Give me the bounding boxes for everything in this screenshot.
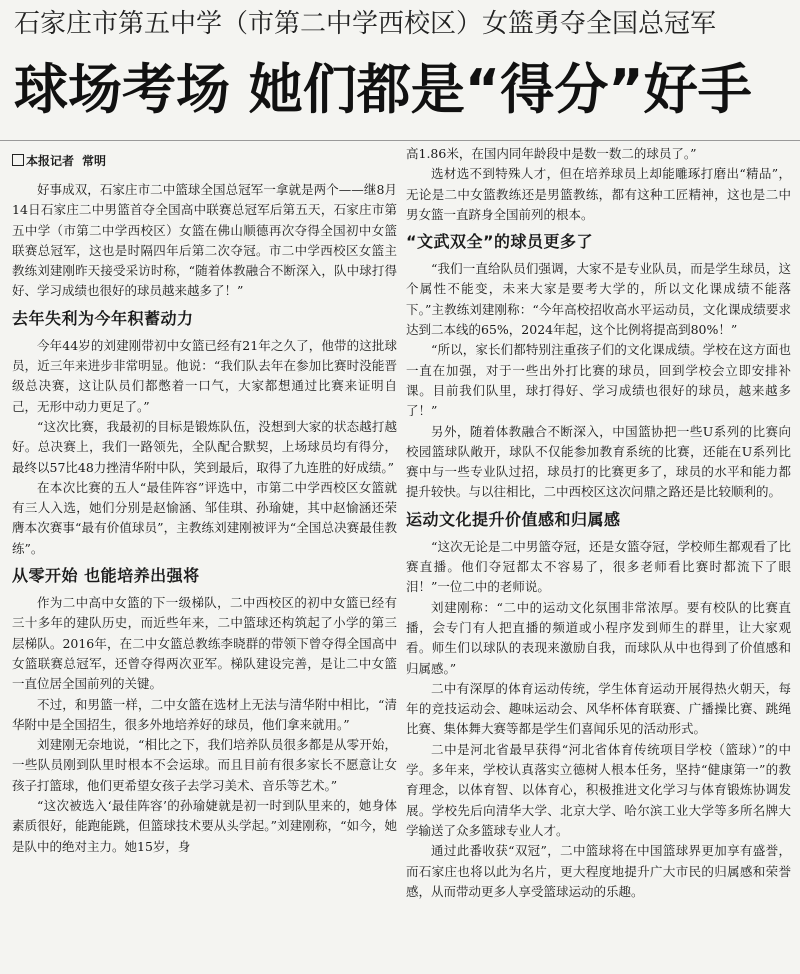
byline-name: 常明 <box>82 154 107 168</box>
paragraph: “所以，家长们都特别注重孩子们的文化课成绩。学校在这方面也一直在加强，对于一些出外打比赛的球员，回到学校会立即安排补课。目前我们队里，球打得好、学习成绩也很好的球员，越来越多了！” <box>406 342 791 419</box>
paragraph: 不过，和男篮一样，二中女篮在选材上无法与清华附中相比，“清华附中是全国招生，很多外地培养好的球员，他们拿来就用。” <box>12 696 397 732</box>
section-heading: 去年失利为今年积蓄动力 <box>12 308 194 328</box>
paragraph: 另外，随着体教融合不断深入，中国篮协把一些U系列的比赛向校园篮球队敞开，球队不仅能参加教育系统的比赛，还能在U系列比赛中与一些专业队过招，球员打的比赛更多了，球员的水平和能力都提升较快。与以往相比，二中西校区这次问鼎之路还是比较顺利的。 <box>406 423 791 500</box>
byline <box>12 148 397 174</box>
left-column-body <box>12 180 397 857</box>
paragraph: 作为二中高中女篮的下一级梯队，二中西校区的初中女篮已经有三十多年的建队历史，而近些年来，二中篮球还构筑起了小学的第三层梯队。2016年，在二中女篮总教练李晓群的带领下曾夺得全国高中女篮联赛总冠军，还曾夺得两次亚军。梯队建设完善，是让二中女篮一直位居全国前列的关键。 <box>12 595 397 692</box>
article-kicker: 石家庄市第五中学（市第二中学西校区）女篮勇夺全国总冠军 <box>14 9 717 39</box>
article-headline: 球场考场 她们都是“得分”好手 <box>14 58 752 121</box>
paragraph: “这次比赛，我最初的目标是锻炼队伍，没想到大家的状态越打越好。总决赛上，我们一路领先，全队配合默契，上场球员均有得分，最终以57比48力挫清华附中队，笑到最后，取得了九连胜的好成绩。” <box>12 418 397 475</box>
right-column <box>406 144 791 970</box>
paragraph: 好事成双，石家庄市二中篮球全国总冠军一拿就是两个——继8月14日石家庄二中男篮首夺全国高中联赛总冠军后第五天，石家庄市第五中学（市第二中学西校区）女篮在佛山顺德再次夺得全国初中女篮联赛总冠军，这也是时隔四年后第二次夺冠。市二中学西校区女篮主教练刘建刚昨天接受采访时称，“随着体教融合不断深入，队中球打得好、学习成绩也很好的球员越来越多了！” <box>12 182 397 299</box>
header-divider <box>0 140 800 141</box>
paragraph: 今年44岁的刘建刚带初中女篮已经有21年之久了，他带的这批球员，近三年来进步非常明显。他说：“我们队去年在参加比赛时没能晋级总决赛，这让队员们都憋着一口气，大家都想通过比赛来证明自己，无形中动力更足了。” <box>12 337 397 414</box>
paragraph: 通过此番收获“双冠”，二中篮球将在中国篮球界更加享有盛誉，而石家庄也将以此为名片，更大程度地提升广大市民的归属感和荣誉感，从而带动更多人享受篮球运动的乐趣。 <box>406 843 791 899</box>
section-heading: 运动文化提升价值感和归属感 <box>406 509 621 529</box>
paragraph: “这次无论是二中男篮夺冠，还是女篮夺冠，学校师生都观看了比赛直播。他们夺冠都太不容易了，很多老师看比赛时都流下了眼泪！”一位二中的老师说。 <box>406 538 791 595</box>
byline-role: 本报记者 <box>26 154 75 168</box>
paragraph: 二中是河北省最早获得“河北省体育传统项目学校（篮球）”的中学。多年来，学校认真落实立德树人根本任务，坚持“健康第一”的教育理念，以体育智、以体育心，积极推进文化学习与体育锻炼协调发展。学校先后向清华大学、北京大学、哈尔滨工业大学等多所名牌大学输送了众多篮球专业人才。 <box>406 741 791 838</box>
section-heading: “文武双全”的球员更多了 <box>406 232 594 252</box>
left-column <box>12 144 397 970</box>
paragraph: “我们一直给队员们强调，大家不是专业队员，而是学生球员，这个属性不能变，未来大家是要考大学的，所以文化课成绩不能落下。”主教练刘建刚称：“今年高校招收高水平运动员，文化课成绩要求达到二本线的65%，2024年起，这个比例将提高到80%！” <box>406 261 791 338</box>
paragraph: 刘建刚无奈地说，“相比之下，我们培养队员很多都是从零开始，一些队员刚到队里时根本不会运球。而且目前有很多家长不愿意让女孩子打篮球，他们更希望女孩子去学习美术、音乐等艺术。” <box>12 737 397 793</box>
paragraph: 高1.86米，在国内同年龄段中是数一数二的球员了。” <box>406 146 697 161</box>
right-column-body <box>406 144 791 902</box>
paragraph: 刘建刚称：“二中的运动文化氛围非常浓厚。要有校队的比赛直播，会专门有人把直播的频道或小程序发到师生的群里，让大家观看。师生们以球队的表现来激励自我，而球队从中也得到了价值感和归属感。” <box>406 599 791 676</box>
paragraph: 二中有深厚的体育运动传统，学生体育运动开展得热火朝天，每年的竞技运动会、趣味运动会、风华杯体育联赛、广播操比赛、跳绳比赛、集体舞大赛等都是学生们喜闻乐见的活动形式。 <box>406 680 791 737</box>
paragraph: 选材选不到特殊人才，但在培养球员上却能雕琢打磨出“精品”，无论是二中女篮教练还是男篮教练，都有这种工匠精神，这也是二中男女篮一直跻身全国前列的根本。 <box>406 166 791 222</box>
paragraph: 在本次比赛的五人“最佳阵容”评选中，市第二中学西校区女篮就有三人入选，她们分别是赵愉涵、邹佳琪、孙瑜婕，其中赵愉涵还荣膺本次赛事“最有价值球员”，主教练刘建刚被评为“全国总决赛最佳教练”。 <box>12 479 397 556</box>
section-heading: 从零开始 也能培养出强将 <box>12 566 200 586</box>
byline-box-icon <box>12 154 24 166</box>
paragraph: “这次被选入‘最佳阵容’的孙瑜婕就是初一时到队里来的，她身体素质很好，能跑能跳，但篮球技术要从头学起。”刘建刚称，“如今，她是队中的绝对主力。她15岁，身 <box>12 798 397 854</box>
